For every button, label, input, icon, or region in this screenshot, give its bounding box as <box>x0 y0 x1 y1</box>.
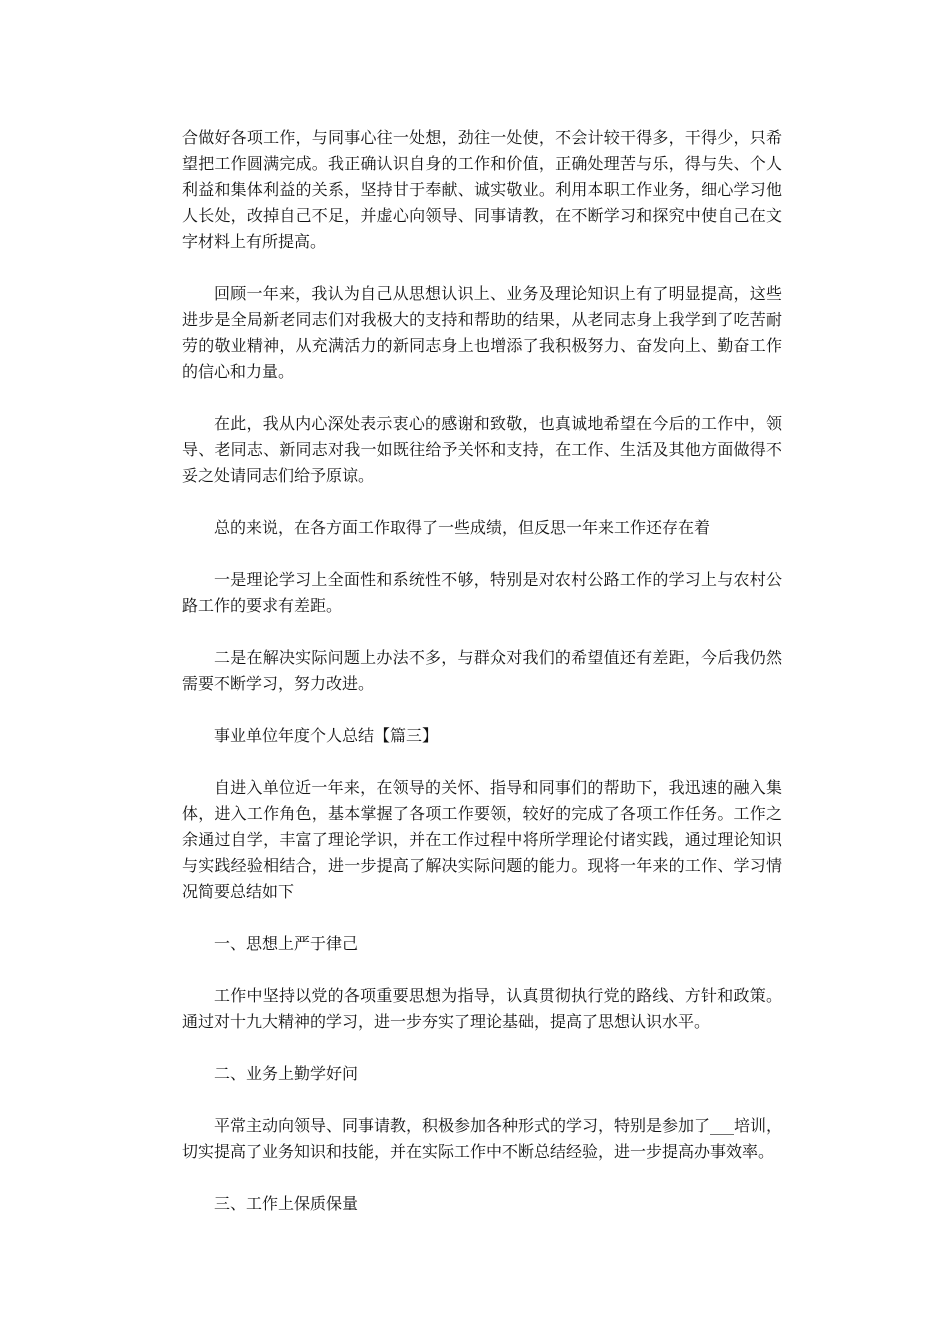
paragraph-business: 平常主动向领导、同事请教，积极参加各种形式的学习，特别是参加了___培训，切实提高了业务知识和技能，并在实际工作中不断总结经验，进一步提高办事效率。 <box>182 1116 783 1161</box>
subheading-work: 三、工作上保质保量 <box>214 1194 359 1213</box>
paragraph-thanks: 在此，我从内心深处表示衷心的感谢和致敬，也真诚地希望在今后的工作中，领导、老同志、新同志对我一如既往给予关怀和支持，在工作、生活及其他方面做得不妥之处请同志们给予原谅。 <box>182 414 782 485</box>
paragraph-shortcoming-1: 一是理论学习上全面性和系统性不够，特别是对农村公路工作的学习上与农村公路工作的要求有差距。 <box>182 570 782 615</box>
paragraph-summary: 总的来说，在各方面工作取得了一些成绩，但反思一年来工作还存在着 <box>214 518 711 537</box>
paragraph-thought: 工作中坚持以党的各项重要思想为指导，认真贯彻执行党的路线、方针和政策。通过对十九大精神的学习，进一步夯实了理论基础，提高了思想认识水平。 <box>182 986 782 1031</box>
paragraph-review: 回顾一年来，我认为自己从思想认识上、业务及理论知识上有了明显提高，这些进步是全局新老同志们对我极大的支持和帮助的结果，从老同志身上我学到了吃苦耐劳的敬业精神，从充满活力的新同志身上也增添了我积极努力、奋发向上、勤奋工作的信心和力量。 <box>182 284 782 381</box>
paragraph-intro: 自进入单位近一年来，在领导的关怀、指导和同事们的帮助下，我迅速的融入集体，进入工作角色，基本掌握了各项工作要领，较好的完成了各项工作任务。工作之余通过自学，丰富了理论学识，并在工作过程中将所学理论付诸实践，通过理论知识与实践经验相结合，进一步提高了解决实际问题的能力。现将一年来的工作、学习情况简要总结如下 <box>182 778 782 901</box>
document-body <box>182 125 782 1243</box>
paragraph-shortcoming-2: 二是在解决实际问题上办法不多，与群众对我们的希望值还有差距，今后我仍然需要不断学习，努力改进。 <box>182 648 782 693</box>
subheading-business: 二、业务上勤学好问 <box>214 1064 359 1083</box>
subheading-thought: 一、思想上严于律己 <box>214 934 359 953</box>
paragraph-continuation: 合做好各项工作，与同事心往一处想，劲往一处使，不会计较干得多，干得少，只希望把工作圆满完成。我正确认识自身的工作和价值，正确处理苦与乐，得与失、个人利益和集体利益的关系，坚持甘于奉献、诚实敬业。利用本职工作业务，细心学习他人长处，改掉自己不足，并虚心向领导、同事请教，在不断学习和探究中使自己在文字材料上有所提高。 <box>182 128 782 251</box>
section-title: 事业单位年度个人总结【篇三】 <box>214 726 439 745</box>
